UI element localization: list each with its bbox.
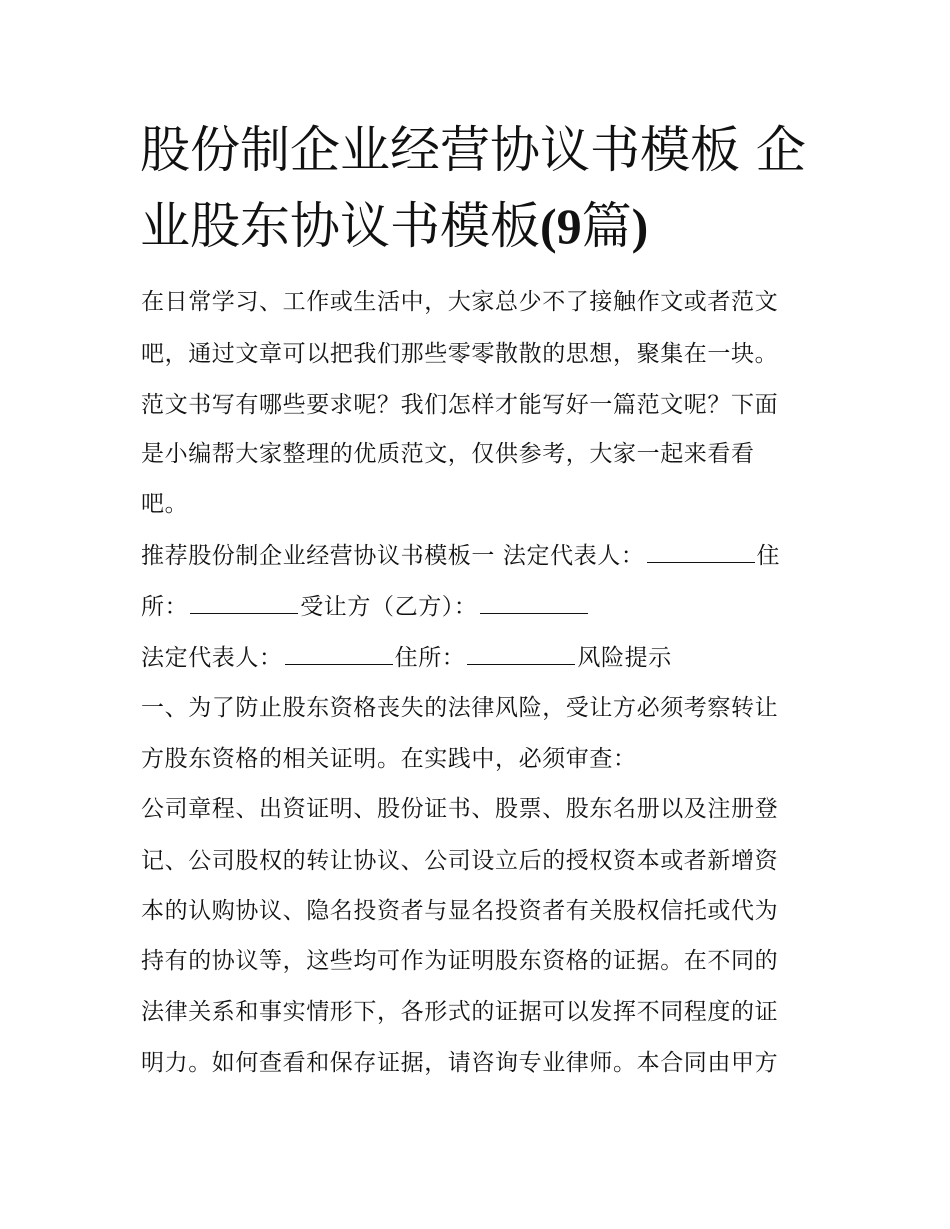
document-title-line-1 bbox=[140, 122, 820, 178]
title-text-2: 业股东协议书模板 bbox=[140, 197, 540, 255]
body-line: 法律关系和事实情形下，各形式的证据可以发挥不同程度的证 bbox=[141, 999, 779, 1025]
body-line: 本的认购协议、隐名投资者与显名投资者有关股权信托或代为 bbox=[141, 898, 779, 924]
form-line-2-head: 所： bbox=[141, 594, 189, 620]
form-line-3-mid: 住所： bbox=[394, 645, 466, 671]
form-line-1-tail: 住 bbox=[756, 543, 781, 569]
representative-b-blank bbox=[285, 646, 393, 665]
form-line-2-mid: 受让方（乙方）： bbox=[300, 594, 478, 620]
body-line: 方股东资格的相关证明。在实践中，必须审查： bbox=[141, 746, 637, 772]
representative-blank bbox=[647, 544, 755, 563]
document-title-line-2 bbox=[140, 198, 820, 254]
form-line-1 bbox=[141, 541, 780, 571]
title-count-close: ) bbox=[631, 198, 649, 254]
body-line: 一、为了防止股东资格丧失的法律风险，受让方必须考察转让 bbox=[141, 695, 779, 721]
intro-line: 吧，通过文章可以把我们那些零零散散的思想，聚集在一块。 bbox=[141, 341, 779, 367]
address-blank bbox=[190, 595, 298, 614]
body-line: 持有的协议等，这些均可作为证明股东资格的证据。在不同的 bbox=[141, 948, 779, 974]
form-line-1-text: 推荐股份制企业经营协议书模板一 法定代表人： bbox=[141, 543, 645, 569]
form-line-3-head: 法定代表人： bbox=[141, 645, 283, 671]
transferee-blank bbox=[480, 595, 588, 614]
title-count-open: (9 bbox=[540, 198, 582, 254]
body-line: 公司章程、出资证明、股份证书、股票、股东名册以及注册登 bbox=[141, 796, 779, 822]
body-line: 记、公司股权的转让协议、公司设立后的授权资本或者新增资 bbox=[141, 848, 779, 874]
title-count-unit: 篇 bbox=[581, 197, 632, 255]
address-b-blank bbox=[467, 646, 575, 665]
form-line-3-tail: 风险提示 bbox=[577, 645, 672, 671]
intro-line: 在日常学习、工作或生活中，大家总少不了接触作文或者范文 bbox=[141, 289, 779, 315]
intro-line: 范文书写有哪些要求呢？我们怎样才能写好一篇范文呢？下面 bbox=[141, 392, 779, 418]
form-line-2 bbox=[141, 592, 590, 622]
form-line-3 bbox=[141, 643, 672, 673]
title-text-1: 股份制企业经营协议书模板 企 bbox=[140, 121, 806, 179]
body-line: 明力。如何查看和保存证据，请咨询专业律师。本合同由甲方 bbox=[141, 1050, 779, 1076]
intro-line: 吧。 bbox=[141, 491, 189, 517]
intro-line: 是小编帮大家整理的优质范文，仅供参考，大家一起来看看 bbox=[141, 441, 755, 467]
